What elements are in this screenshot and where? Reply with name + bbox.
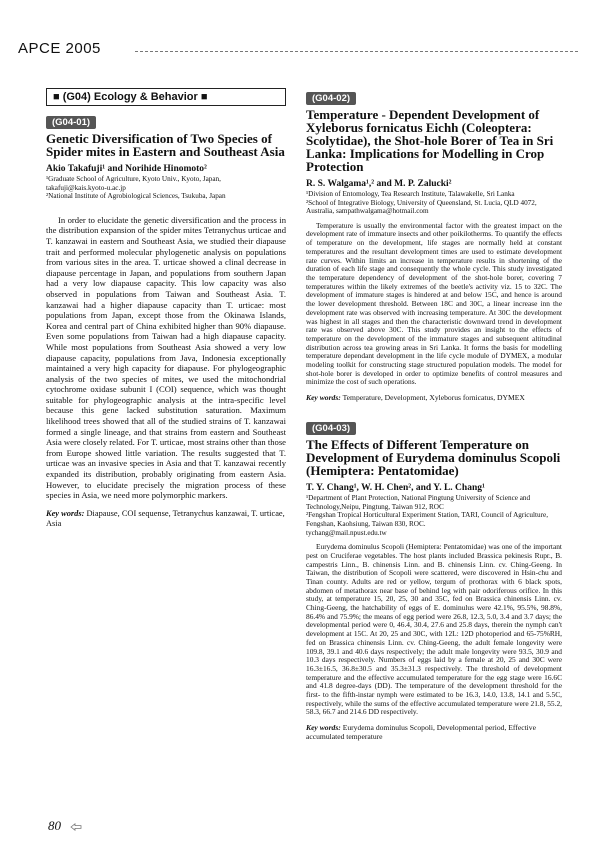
keywords-label: Key words: xyxy=(306,393,341,403)
article-code: (G04-02) xyxy=(306,92,356,105)
conference-header: APCE 2005 xyxy=(18,40,101,57)
affiliation-line: ²Fengshan Tropical Horticultural Experiment Station, TARI, Council of Agriculture, Fengshan, Kaohsiung, Taiwan 830, ROC. xyxy=(306,511,548,528)
affiliation-line: ¹Graduate School of Agriculture, Kyoto Univ., Kyoto, Japan, xyxy=(46,175,221,183)
header-divider xyxy=(135,51,578,52)
article-abstract: Eurydema dominulus Scopoli (Hemiptera: Pentatomidae) was one of the important pest on Cruciferae vegetables. The host plants included Brassica pekinesis Rupr., B. campestris Linn., B. chinensis Linn. and B. chinensis Linn. cv. Ching-Geeng. In Taiwan, the distribution of Scopoli were scattered, were discovered in Hsin-chu and Tinan county. Adults are red or yellow, tergum of prothorax with 6 black spots, abdomen of metathorax near base of behind leg with pair odoriferous orifice. In this study, at temperature 15, 20, 25, 30 and 35C, fed on Brassica chinensis Linn. cv. Ching-Geeng, the hatchability of eggs of E. dominulus were 42.1%, 95.5%, 98.8%, 86.4% and 75.9%; the means of egg period were 26.8, 12.3, 5.0, 3.4 and 3.7 days; the developmental period were 0, 46.4, 30.4, 27.6 and 25.8 days, therein the nymph can't development at 15C. At 20, 25 and 30C, with 12L: 12D photoperiod and 65-75%RH, fed on Brassica chinensis Linn. cv. Ching-Geeng, the adult female longevity were 109.8, 39.1 and 40.6 days respectively; the adult male longevity were 93.5, 30.9 and 10.3 days respectively. Numbers of eggs laid by a female at 20, 25 and 30C were 16.3±16.5, 36.8±30.5 and 35.3±31.3 respectively. The threshold of development temperature and the effective accumulated temperature for the egg stage were 16.6C and 41.8 degree-days (DD). The temperature of the development threshold for the first- to the fifth-instar nymph were estimated to be 16.3, 14.0, 13.8, 14.1 and 5.5C, respectively, while the sums of the effective accumulated temperature were 21.8, 55.2, 58.3, 66.7 and 214.6 DD respectively. xyxy=(306,542,562,717)
affiliation-line: ²School of Integrative Biology, University of Queensland, St. Lucia, QLD 4072, Australia, sampathwalgama@hotmail.com xyxy=(306,198,537,216)
section-heading: ■ (G04) Ecology & Behavior ■ xyxy=(46,88,286,106)
affiliation-line: takafuji@kais.kyoto-u.ac.jp xyxy=(46,183,126,192)
article-abstract: Temperature is usually the environmental factor with the greatest impact on the development rate of immature insects and other poikilotherms. To quantify the effects of temperature on the development, life stages are normally held at constant temperatures and the resultant development times are used to estimate development rate curves. Within limits an increase in temperature results in shortening of the duration of each life stage and consequently the whole cycle. This study investigated the temperature dependency of development of the shot-hole borer, covering 7 temperatures within the likely extremes of the beetle's activity viz. 15 to 32C. The development of immature stages is hindered at and below 15C, and hence is around the lower development threshold. Between 18C and 30C, a linear increase inn the development rate was observed with increasing temperature. At 30C the development was highest in all stages and then the characteristic downward trend in development rate was observed above 30C. This study provides an insight to the effects of temperature on the development of the immature stages and subsequent altitudinal distribution across tea growing areas in Sri Lanka. It forms the basis for modelling temperature dependant development in the life cycle module of DYMEX, a modular modeling toolkit for constructing stage structured population models. The model for shot-hole borer is developed in order to optimize benefits of control measures and minimize the cost of such operations. xyxy=(306,220,562,387)
affiliation-line: ¹Division of Entomology, Tea Research Institute, Talawakelle, Sri Lanka xyxy=(306,190,515,198)
keywords xyxy=(306,393,562,402)
article-authors: Akio Takafuji¹ and Norihide Hinomoto² xyxy=(46,164,207,174)
keywords xyxy=(306,723,562,741)
keywords-text: Eurydema dominulus Scopoli, Developmental period, Effective accumulated temperature xyxy=(306,723,536,742)
article-gap xyxy=(306,402,562,418)
article-authors: R. S. Walgama¹,² and M. P. Zalucki² xyxy=(306,179,452,189)
keywords-label: Key words: xyxy=(46,508,85,518)
affiliation-line: ¹Department of Plant Protection, National Pingtung University of Science and Technology,Neipu, Pingtung, Taiwan 912, ROC xyxy=(306,494,531,511)
article-code: (G04-03) xyxy=(306,422,356,435)
right-column xyxy=(306,88,562,741)
keywords-text: Temperature, Development, Xyleborus fornicatus, DYMEX xyxy=(342,393,525,403)
left-column xyxy=(46,88,286,529)
keywords xyxy=(46,509,286,529)
keywords-label: Key words: xyxy=(306,723,341,733)
left-arrow-icon xyxy=(70,823,82,831)
article-code: (G04-01) xyxy=(46,116,96,129)
page-footer xyxy=(48,818,82,834)
affiliation-line: ²National Institute of Agrobiological Sciences, Tsukuba, Japan xyxy=(46,192,226,201)
affiliation-line: tychang@mail.npust.edu.tw xyxy=(306,528,387,537)
page-number: 80 xyxy=(48,818,61,833)
article-authors: T. Y. Chang¹, W. H. Chen², and Y. L. Chang¹ xyxy=(306,483,485,494)
keywords-text: Diapause, COI sequense, Tetranychus kanzawai, T. urticae, Asia xyxy=(46,508,285,528)
article-abstract: In order to elucidate the genetic diversification and the process in the distribution expansion of the spider mites Tetranychus urticae and T. kanzawai in eastern and Southeast Asia, we studied their diapause trait and performed molecular phylogenetic analysis on populations from various sites in the area. T. urticae showed a clinal decrease in diapause percentage in Japan, and populations from southern Japan had a very low diapause capacity. This low capacity was also observed in populations from Taiwan and Southeast Asia. T. kanzawai had a higher diapause capacity than T. urticae: most populations from Japan, except those from the Okinawa Islands, Korea and central part of China exhibited higher than 90% diapause. Even some populations from Taiwan had a high diapause capacity. While most populations from Southeast Asia showed a very low diapause capacity, populations from Java, Indonesia exceptionally maintained a very high capacity for diapause. For phylogeographic analysis of the two species of mites, we used the mitochondrial cytochrome oxidase subunit I (COI) sequence, which was thought suitable for phylogeographic analysis at the intra-specific level because this gene lacked substitution saturation. Maximum likelihood trees showed that all of the studied strains of T. kanzawai formed a single lineage, and that strains from eastern and Southeast Asia were closely related. For T. urticae, most strains other than those from Europe showed little variation. The results suggested that T. urticae was an invasive species in Asia and that T. kanzawai recently expanded its distribution, probably originating from eastern Asia. However, to elucidate precisely the migration process of these species in Asia, we need more polymorphic markers. xyxy=(46,214,286,501)
article-title: Genetic Diversification of Two Species of Spider mites in Eastern and Southeast Asia xyxy=(46,131,285,159)
article-title: Temperature - Dependent Development of Xyleborus fornicatus Eichh (Coleoptera: Scolytidae), the Shot-hole Borer of Tea in Sri Lanka: Implications for Modelling in Crop Protection xyxy=(306,107,554,174)
article-title: The Effects of Different Temperature on Development of Eurydema dominulus Scopoli (Hemiptera: Pentatomidae) xyxy=(306,437,561,479)
